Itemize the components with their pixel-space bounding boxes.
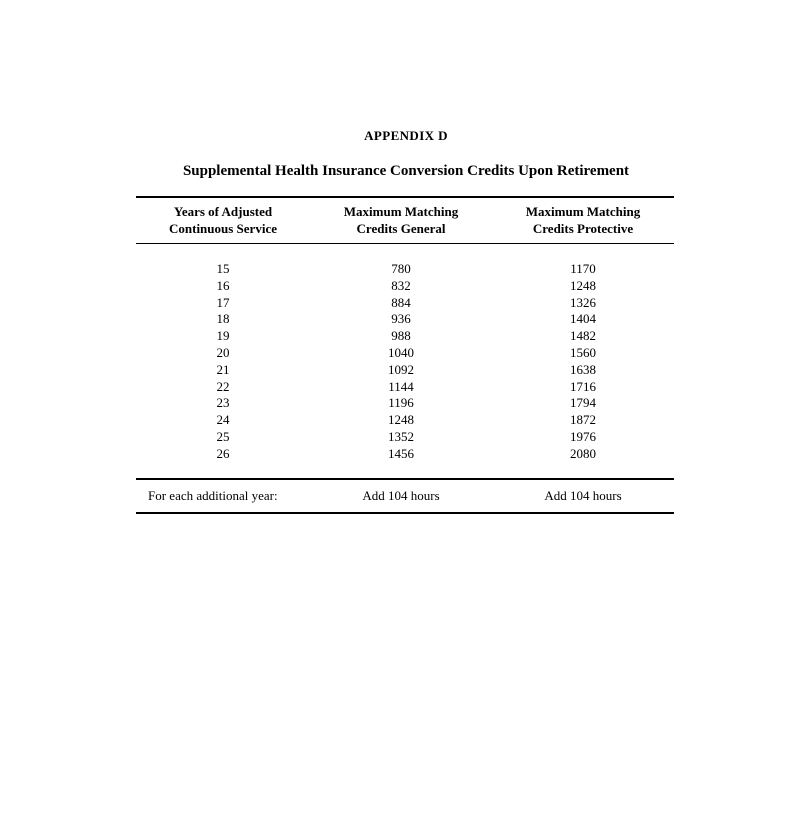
cell-years: 24 — [216, 412, 230, 428]
table-row — [136, 362, 674, 379]
footer-protective-value: Add 104 hours — [492, 479, 674, 513]
table-row — [136, 429, 674, 446]
cell-general: 1456 — [388, 445, 414, 461]
cell-protective: 1170 — [570, 261, 596, 276]
cell-years: 15 — [216, 261, 230, 276]
table-header — [136, 197, 674, 244]
cell-protective: 1716 — [570, 378, 596, 394]
credits-table-container — [136, 196, 674, 514]
footer-label: For each additional year: — [136, 479, 310, 513]
table-row — [136, 345, 674, 362]
column-header-credits-general — [310, 197, 492, 244]
page-title: APPENDIX D — [364, 128, 448, 143]
cell-general: 832 — [391, 277, 411, 293]
cell-years: 18 — [216, 311, 230, 327]
cell-protective: 2080 — [570, 445, 596, 461]
footer-general-value: Add 104 hours — [310, 479, 492, 513]
table-row — [136, 328, 674, 345]
cell-general: 1248 — [388, 412, 414, 428]
column-header-years-line2: Continuous Service — [169, 221, 277, 236]
cell-general: 1352 — [388, 428, 414, 444]
table-body — [136, 244, 674, 479]
table-row — [136, 278, 674, 295]
column-header-years-of-service — [136, 197, 310, 244]
table-row — [136, 446, 674, 479]
table-footer-row — [136, 479, 674, 513]
cell-protective: 1482 — [570, 328, 596, 344]
cell-general: 1196 — [388, 395, 414, 411]
cell-protective: 1872 — [570, 412, 596, 428]
cell-protective: 1638 — [570, 361, 596, 377]
cell-general: 884 — [391, 294, 411, 310]
cell-general: 1144 — [388, 378, 414, 394]
table-row — [136, 311, 674, 328]
cell-years: 17 — [216, 294, 230, 310]
cell-years: 19 — [216, 328, 230, 344]
cell-general: 780 — [391, 261, 411, 276]
cell-protective: 1560 — [570, 344, 596, 360]
cell-years: 21 — [216, 361, 230, 377]
cell-years: 16 — [216, 277, 230, 293]
table-row — [136, 295, 674, 312]
cell-protective: 1794 — [570, 395, 596, 411]
column-header-general-line1: Maximum Matching — [343, 204, 459, 219]
cell-years: 22 — [216, 378, 230, 394]
cell-years: 26 — [216, 445, 230, 461]
table-row — [136, 379, 674, 396]
table-row — [136, 412, 674, 429]
column-header-credits-protective — [492, 197, 674, 244]
cell-protective: 1404 — [570, 311, 596, 327]
table-row — [136, 244, 674, 278]
cell-protective: 1326 — [570, 294, 596, 310]
table-footer — [136, 479, 674, 513]
cell-general: 1092 — [388, 361, 414, 377]
cell-general: 988 — [391, 328, 411, 344]
cell-protective: 1976 — [570, 428, 596, 444]
cell-protective: 1248 — [570, 277, 596, 293]
cell-general: 936 — [391, 311, 411, 327]
page-subtitle: Supplemental Health Insurance Conversion Credits Upon Retirement — [182, 163, 630, 179]
column-header-protective-line1: Maximum Matching — [525, 204, 641, 219]
credits-table — [136, 196, 674, 514]
column-header-general-line2: Credits General — [356, 221, 446, 236]
table-row — [136, 395, 674, 412]
column-header-protective-line2: Credits Protective — [532, 221, 634, 236]
cell-years: 20 — [216, 344, 230, 360]
cell-years: 25 — [216, 428, 230, 444]
table-header-row — [136, 197, 674, 244]
cell-years: 23 — [216, 395, 230, 411]
column-header-years-line1: Years of Adjusted — [173, 204, 273, 219]
cell-general: 1040 — [388, 344, 414, 360]
